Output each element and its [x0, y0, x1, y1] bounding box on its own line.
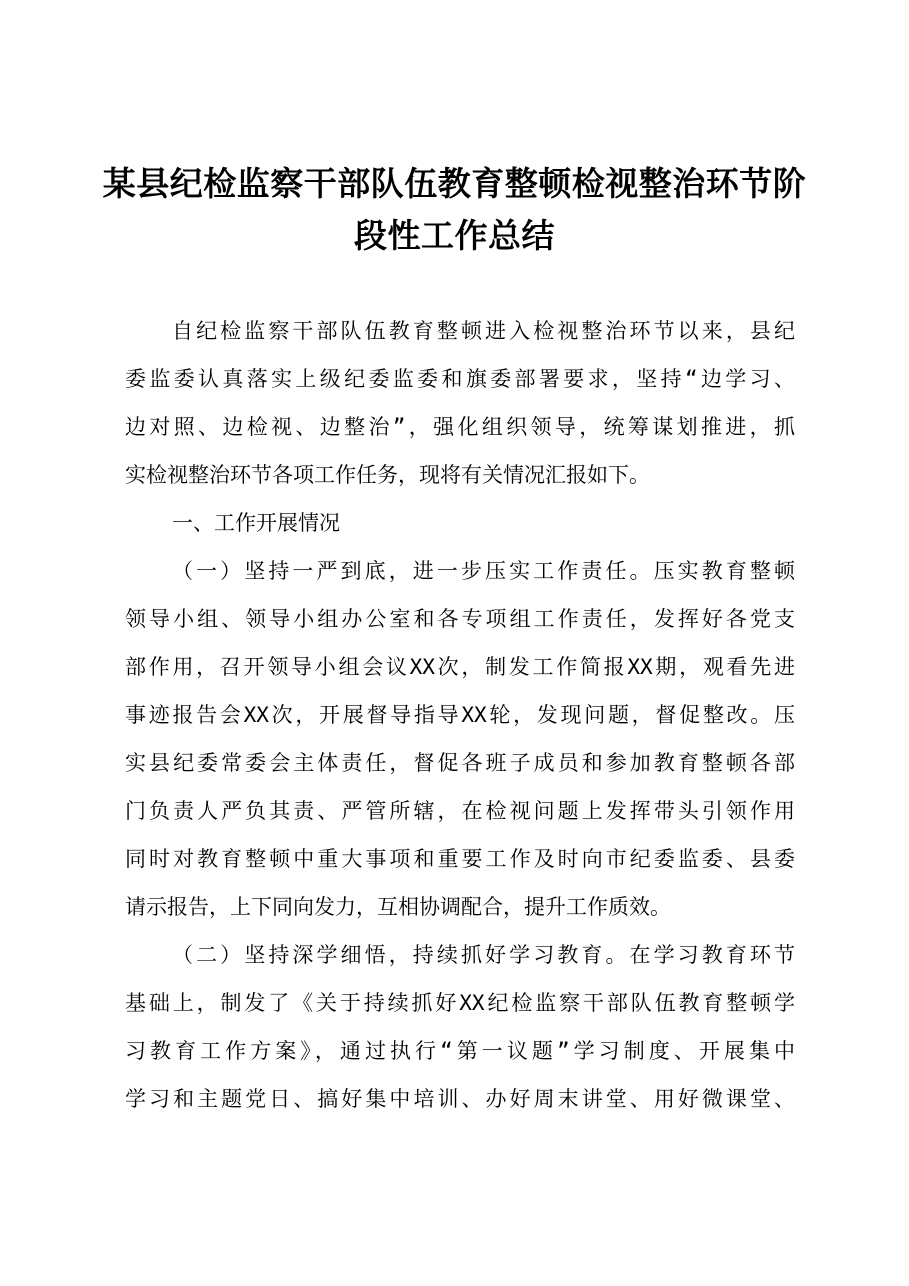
- paragraph-3-line-4: 事迹报告会XX次，开展督导指导XX轮，发现问题，督促整改。压: [125, 703, 795, 727]
- paragraph-1-line-1: 自纪检监察干部队伍教育整顿进入检视整治环节以来，县纪: [172, 319, 795, 343]
- paragraph-3-line-7: 同时对教育整顿中重大事项和重要工作及时向市纪委监委、县委: [125, 847, 795, 871]
- paragraph-3-line-5: 实县纪委常委会主体责任，督促各班子成员和参加教育整顿各部: [125, 751, 795, 775]
- paragraph-4-line-4: 学习和主题党日、搞好集中培训、办好周末讲堂、用好微课堂、: [125, 1087, 795, 1111]
- paragraph-4-line-1: （二）坚持深学细悟，持续抓好学习教育。在学习教育环节: [172, 943, 795, 967]
- paragraph-1-line-4: 实检视整治环节各项工作任务，现将有关情况汇报如下。: [125, 463, 650, 487]
- document-title-line-2: 段性工作总结: [354, 216, 555, 255]
- section-heading-1: 一、工作开展情况: [172, 511, 340, 535]
- paragraph-1-line-3: 边对照、边检视、边整治”，强化组织领导，统筹谋划推进，抓: [125, 415, 795, 439]
- paragraph-3-line-1: （一）坚持一严到底，进一步压实工作责任。压实教育整顿: [172, 559, 795, 583]
- document-title-line-1: 某县纪检监察干部队伍教育整顿检视整治环节阶: [102, 164, 807, 203]
- paragraph-3-line-3: 部作用，召开领导小组会议XX次，制发工作简报XX期，观看先进: [125, 655, 795, 679]
- paragraph-3-line-2: 领导小组、领导小组办公室和各专项组工作责任，发挥好各党支: [125, 607, 795, 631]
- paragraph-4-line-2: 基础上，制发了《关于持续抓好XX纪检监察干部队伍教育整顿学: [125, 991, 795, 1015]
- paragraph-3-line-6: 门负责人严负其责、严管所辖，在检视问题上发挥带头引领作用: [125, 799, 795, 823]
- paragraph-3-line-8: 请示报告，上下同向发力，互相协调配合，提升工作质效。: [125, 895, 671, 919]
- paragraph-4-line-3: 习教育工作方案》，通过执行“第一议题”学习制度、开展集中: [125, 1039, 795, 1063]
- paragraph-1-line-2: 委监委认真落实上级纪委监委和旗委部署要求，坚持“边学习、: [125, 367, 795, 391]
